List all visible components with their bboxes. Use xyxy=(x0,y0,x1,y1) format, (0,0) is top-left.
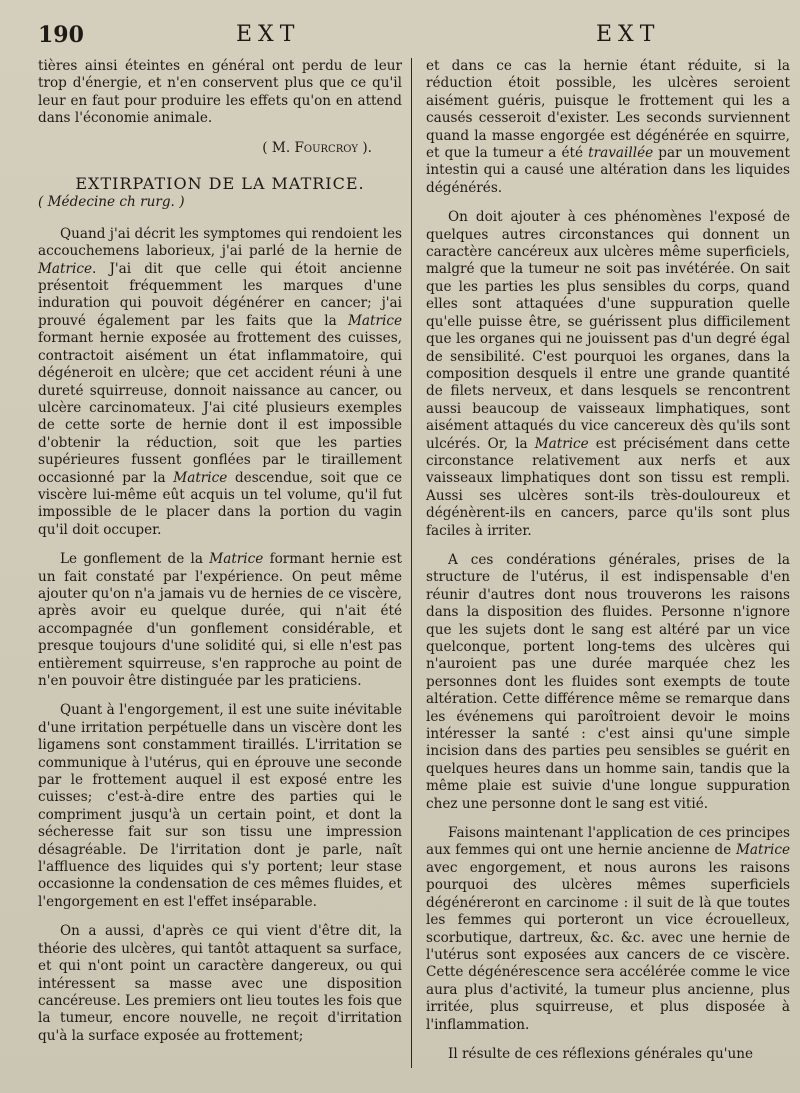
page-header xyxy=(38,22,778,56)
paragraph-3: Quant à l'engorgement, il est une suite inévitable d'une irritation perpétuelle dans un viscère dont les ligamens sont constamment tiraillés. L'irritation se communique à l'utérus, qui en éprouve une seconde par le frottement auquel il est exposé entre les cuisses; c'est-à-dire entre des parties qui le compriment jusqu'à un certain point, et dont la sécheresse fait sur son tissu une impression désagréable. De l'irritation dont je parle, naît l'affluence des liquides qui s'y portent; leur stase occasionne la condensation de ces mêmes fluides, et l'engorgement en est l'effet inséparable. xyxy=(38,702,402,910)
paragraph-1: Quand j'ai décrit les symptomes qui rendoient les accouchemens laborieux, j'ai parlé de la hernie de Matrice. J'ai dit que celle qui étoit ancienne présentoit fréquemment les marques d'une induration qui pouvoit dégénérer en cancer; j'ai prouvé également par les faits que la Matrice formant hernie exposée au frottement des cuisses, contractoit aisément un état inflammatoire, qui dégéneroit en ulcère; que cet accident réuni à une dureté squirreuse, donnoit naissance au cancer, ou ulcère carcinomateux. J'ai cité plusieurs exemples de cette sorte de hernie dont il est impossible d'obtenir la réduction, soit que les parties supérieures fussent gonflées par le tiraillement occasionné par la Matrice descendue, soit que ce viscère lui-même eût acquis un tel volume, qu'il fut impossible de le placer dans la portion du vagin qu'il doit occuper. xyxy=(38,225,402,538)
paragraph-5: On doit ajouter à ces phénomènes l'exposé de quelques autres circonstances qui donnent un caractère cancéreux aux ulcères même superficiels, malgré que la tumeur ne soit pas invétérée. On sait que les parties les plus sensibles du corps, quand elles sont attaquées d'une suppuration quelle qu'elle puisse être, se guérissent plus difficilement que les organes qui ne jouissent pas d'un degré égal de sensibilité. C'est pourquoi les organes, dans la composition desquels il entre une grande quantité de filets nerveux, et dans lesquels se rencontrent aussi beaucoup de vaisseaux limphatiques, sont aisément attaqués du vice cancereux dès qu'ils sont ulcérés. Or, la Matrice est précisément dans cette circonstance relativement aux nerfs et aux vaisseaux limphatiques dont son tissu est rempli. Aussi ses ulcères sont-ils très-douloureux et dégénèrent-ils en cancers, parce qu'ils sont plus faciles à irriter. xyxy=(426,209,790,539)
section-title: EXTIRPATION DE LA MATRICE. xyxy=(75,174,365,194)
section-subtitle: ( Médecine ch rurg. ) xyxy=(38,194,185,211)
right-column xyxy=(426,58,790,1075)
paragraph-continued: et dans ce cas la hernie étant réduite, si la réduction étoit possible, les ulcères seroient aisément guéris, puisque le frottement qui les a causés cesseroit d'exister. Les seconds surviennent quand la masse engorgée est dégénérée en squirre, et que la tumeur a été travaillée par un mouvement intestin qui a causé une altération dans les liquides dégénérés. xyxy=(426,58,790,196)
paragraph-6: A ces condérations générales, prises de la structure de l'utérus, il est indispensable d'en réunir d'autres dont nous trouverons les raisons dans la disposition des fluides. Personne n'ignore que les sujets dont le sang est altéré par un vice quelconque, portent long-tems des ulcères qui n'auroient pas une durée marquée chez les personnes dont les fluides sont exempts de toute altération. Cette différence même se remarque dans les événemens qui paroîtroient devoir le moins intéresser la santé : c'est ainsi qu'une simple incision dans des parties peu sensibles se guérit en quelques heures dans un homme sain, tandis que la même plaie est suivie d'une longue suppuration chez une personne dont le sang est vitié. xyxy=(426,551,790,812)
author-name: M. Fourcroy xyxy=(271,139,359,156)
author-signature: ( M. Fourcroy ). xyxy=(262,139,372,156)
paragraph-7: Faisons maintenant l'application de ces principes aux femmes qui ont une hernie ancienne de Matrice avec engorgement, et nous aurons les raisons pourquoi des ulcères mêmes superficiels dégénéreront en carcinome : il suit de là que toutes les femmes qui porteront un vice écrouelleux, scorbutique, dartreux, &c. &c. avec une hernie de l'utérus sont exposées aux cancers de ce viscère. Cette dégénérescence sera accélérée comme le vice aura plus d'activité, la tumeur plus ancienne, plus irritée, plus squirreuse, et plus disposée à l'inflammation. xyxy=(426,825,790,1033)
page-number: 190 xyxy=(38,22,84,48)
paragraph-2: Le gonflement de la Matrice formant hernie est un fait constaté par l'expérience. On peut même ajouter qu'on n'a jamais vu de hernies de ce viscère, après avoir eu quelque durée, qui n'ait été accompagnée d'un gonflement considérable, et presque toujours d'une solidité qui, si elle n'est pas entièrement squirreuse, s'en rapproche au point de n'en pouvoir être distinguée par les praticiens. xyxy=(38,551,402,689)
left-column xyxy=(38,58,402,1057)
continued-paragraph: tières ainsi éteintes en général ont perdu de leur trop d'énergie, et n'en conservent plus que ce qu'il leur en faut pour produire les effets qu'on en attend dans l'économie animale. xyxy=(38,58,402,127)
running-head-right: EXT xyxy=(596,22,661,47)
column-divider xyxy=(411,58,412,1068)
section-subtitle-text: Médecine ch rurg. xyxy=(47,194,175,211)
paragraph-8: Il résulte de ces réflexions générales qu'une xyxy=(448,1045,754,1062)
running-head-left: EXT xyxy=(236,22,301,47)
paragraph-4: On a aussi, d'après ce qui vient d'être dit, la théorie des ulcères, qui tantôt attaquent sa surface, et qui n'ont point un caractère dangereux, ou qui intéressent sa masse avec une disposition cancéreuse. Les premiers ont lieu toutes les fois que la tumeur, encore nouvelle, ne reçoit d'irritation qu'à la surface exposée au frottement; xyxy=(38,923,402,1044)
